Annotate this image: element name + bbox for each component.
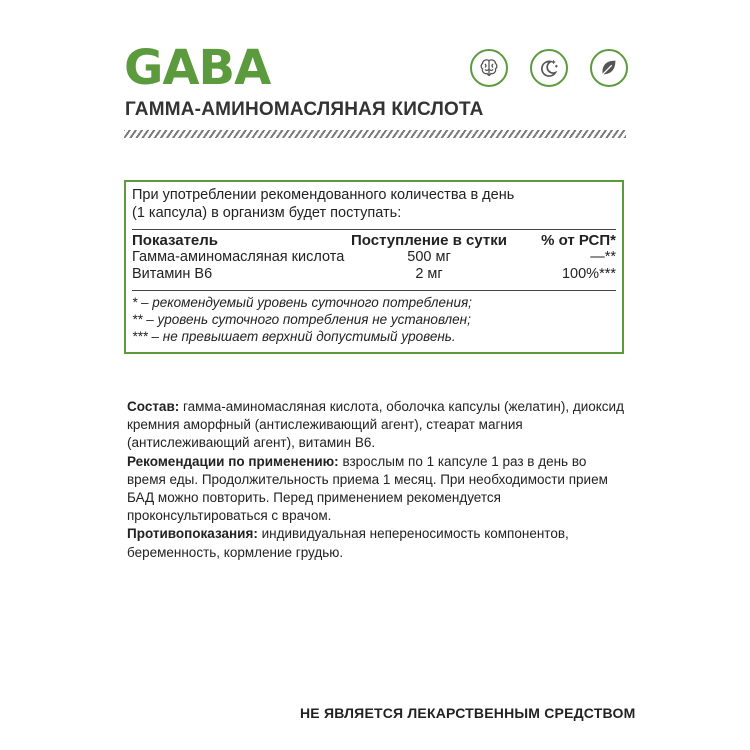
table-top-rule [132,229,616,230]
contraindications-label: Противопоказания: [127,526,258,542]
contraindications-text: индивидуальная непереносимость компонентов, беременность, кормление грудью. [127,526,569,560]
footnote: *** – не превышает верхний допустимый уровень. [132,329,456,344]
product-description [127,398,627,562]
composition-text: гамма-аминомасляная кислота, оболочка капсулы (желатин), диоксид кремния аморфный (антислеживающий агент), стеарат магния (антислеживающий агент), витамин B6. [127,399,624,451]
row-name: Гамма-аминомасляная кислота [132,249,345,265]
decorative-divider [124,130,626,138]
composition-label: Состав: [127,399,180,414]
table-row [132,266,616,284]
col-indicator-header: Показатель [132,232,219,249]
recommendations-paragraph [127,453,627,526]
product-subtitle: ГАММА-АМИНОМАСЛЯНАЯ КИСЛОТА [125,99,484,120]
not-medicine-disclaimer: НЕ ЯВЛЯЕТСЯ ЛЕКАРСТВЕННЫМ СРЕДСТВОМ [300,705,636,721]
col-rsp-header: % от РСП* [541,232,616,249]
composition-paragraph [127,398,627,453]
col-intake-header: Поступление в сутки [350,232,507,249]
recommendations-text: взрослым по 1 капсуле 1 раз в день во время еды. Продолжительность приема 1 месяц. При необходимости прием БАД можно повторить. Перед применением рекомендуется проконсультироваться с врачом. [127,453,608,524]
row-rsp: —** [590,249,616,265]
table-bottom-rule [132,290,616,291]
nutrition-intro [132,186,514,222]
footnote: * – рекомендуемый уровень суточного потребления; [132,295,472,310]
footnotes [132,294,472,345]
footnote: ** – уровень суточного потребления не установлен; [132,312,471,327]
table-row [132,249,616,267]
row-rsp: 100%*** [561,266,616,282]
moon-stars-icon [530,49,568,87]
feature-icons [470,49,628,87]
product-title: GABA [124,40,271,96]
row-amount: 500 мг [407,249,451,265]
table-header [132,232,616,250]
intro-line-2: (1 капсула) в организм будет поступать: [132,205,402,221]
recommendations-label: Рекомендации по применению: [127,453,339,469]
contraindications-paragraph [127,525,627,561]
row-amount: 2 мг [415,266,443,282]
nutrition-table [124,180,624,354]
intro-line-1: При употреблении рекомендованного количества в день [132,187,515,203]
brain-icon [470,49,508,87]
row-name: Витамин B6 [132,266,213,282]
leaf-icon [590,49,628,87]
